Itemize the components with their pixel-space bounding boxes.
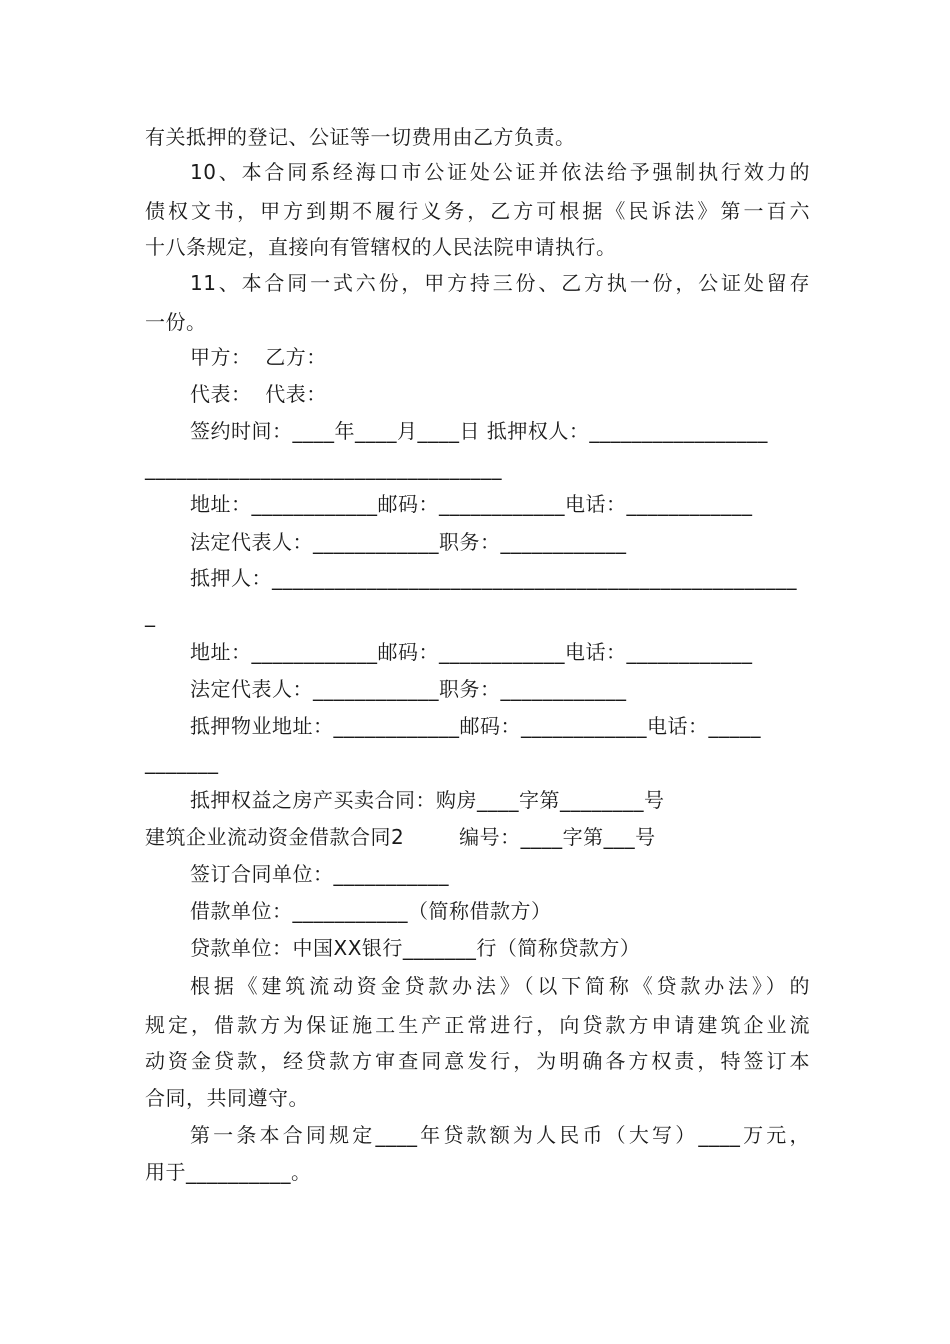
- paragraph-line: 动资金贷款，经贷款方审查同意发行，为明确各方权责，特签订本: [145, 1049, 810, 1073]
- contract-title-line: 建筑企业流动资金借款合同2 编号：____字第___号: [145, 825, 656, 849]
- lender-line: 贷款单位：中国XX银行_______行（简称贷款方）: [190, 936, 641, 960]
- paragraph-line: 规定，借款方为保证施工生产正常进行，向贷款方申请建筑企业流: [145, 1013, 810, 1037]
- signing-unit-line: 签订合同单位：___________: [190, 862, 449, 886]
- paragraph-line: 一份。: [145, 310, 207, 334]
- paragraph-line: 债权文书，甲方到期不履行义务，乙方可根据《民诉法》第一百六: [145, 199, 810, 223]
- purchase-contract-line: 抵押权益之房产买卖合同：购房____字第________号: [190, 788, 665, 812]
- blank-line: _: [145, 603, 156, 627]
- party-label-line: 甲方： 乙方：: [190, 345, 327, 369]
- address-line: 地址：____________邮码：____________电话：____________: [190, 640, 753, 664]
- paragraph-line: 根据《建筑流动资金贷款办法》（以下简称《贷款办法》）的: [190, 974, 810, 998]
- blank-line: _______: [145, 750, 219, 774]
- legal-representative-line: 法定代表人：____________职务：____________: [190, 677, 627, 701]
- article-1-line: 第一条本合同规定____年贷款额为人民币（大写）____万元，: [190, 1123, 810, 1147]
- mortgagor-line: 抵押人：__________________________________________________: [190, 566, 797, 590]
- property-address-line: 抵押物业地址：____________邮码：____________电话：_____: [190, 714, 761, 738]
- borrower-line: 借款单位：___________（简称借款方）: [190, 899, 552, 923]
- address-line: 地址：____________邮码：____________电话：____________: [190, 492, 753, 516]
- clause-11-line: 11、本合同一式六份，甲方持三份、乙方执一份，公证处留存: [190, 271, 810, 295]
- legal-representative-line: 法定代表人：____________职务：____________: [190, 530, 627, 554]
- representative-line: 代表： 代表：: [190, 382, 327, 406]
- blank-line: __________________________________: [145, 456, 502, 480]
- clause-10-line: 10、本合同系经海口市公证处公证并依法给予强制执行效力的: [190, 160, 810, 184]
- paragraph-line: 合同，共同遵守。: [145, 1086, 309, 1110]
- paragraph-line: 十八条规定，直接向有管辖权的人民法院申请执行。: [145, 235, 617, 259]
- signing-date-line: 签约时间：____年____月____日 抵押权人：_________________: [190, 419, 768, 443]
- paragraph-line: 有关抵押的登记、公证等一切费用由乙方负责。: [145, 125, 576, 149]
- paragraph-line: 用于__________。: [145, 1160, 312, 1184]
